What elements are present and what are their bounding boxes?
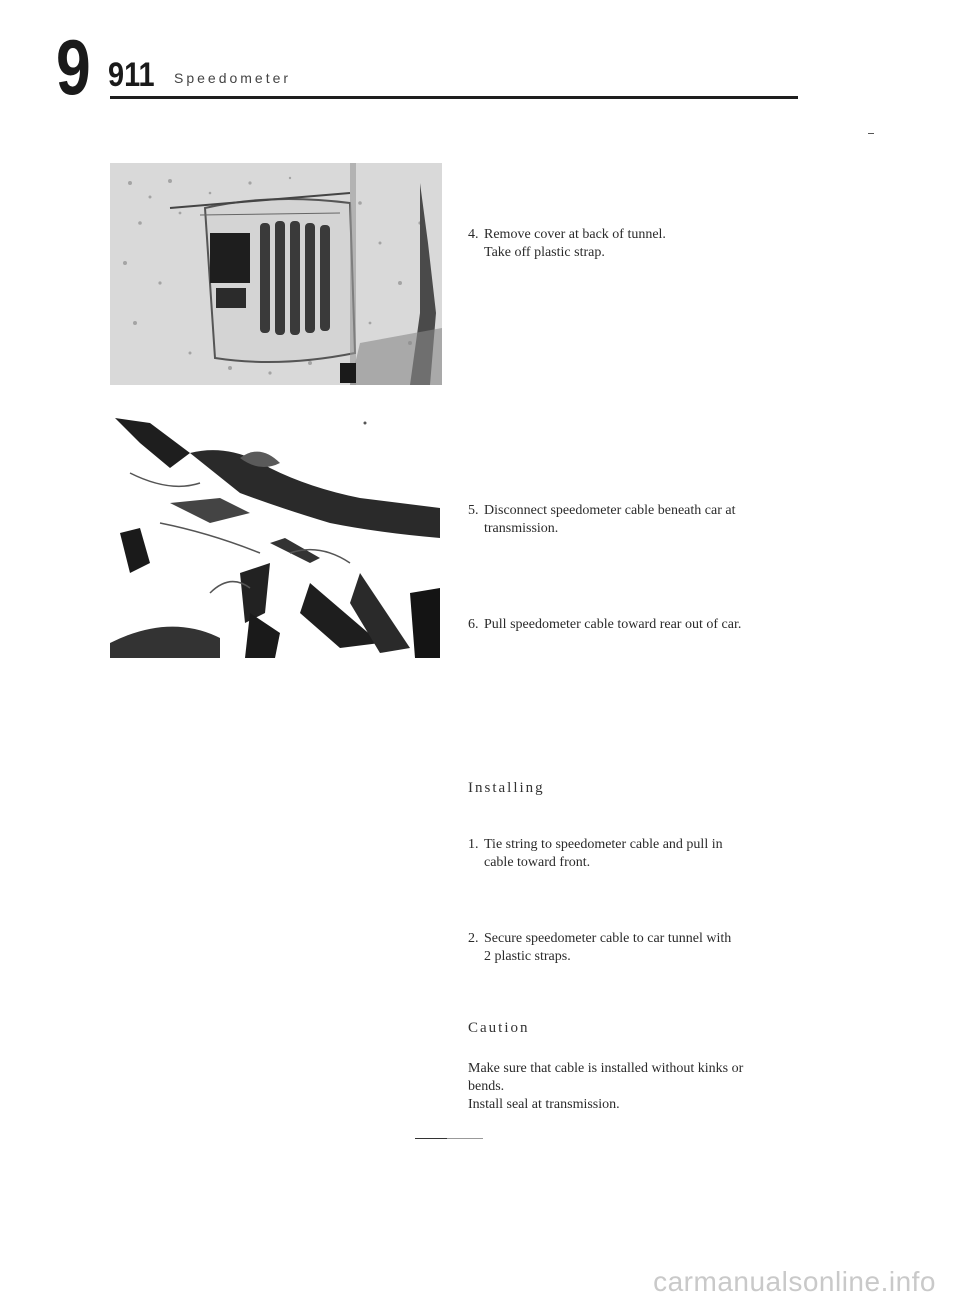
step-number: 1. <box>468 837 479 852</box>
step-5 <box>468 502 735 538</box>
step-line: 2 plastic straps. <box>484 949 571 964</box>
step-line: Take off plastic strap. <box>484 245 605 260</box>
caution-text <box>468 1060 808 1114</box>
caution-line: Make sure that cable is installed without kinks or <box>468 1061 744 1076</box>
chapter-title: Speedometer <box>174 70 292 86</box>
watermark: carmanualsonline.info <box>653 1266 936 1297</box>
step-line: Remove cover at back of tunnel. <box>484 227 666 242</box>
step-number: 4. <box>468 227 479 242</box>
caution-line: bends. <box>468 1079 505 1094</box>
step-line: Tie string to speedometer cable and pull in <box>484 837 723 852</box>
step-number: 5. <box>468 503 479 518</box>
corner-dash <box>868 133 874 134</box>
step-line: Disconnect speedometer cable beneath car at <box>484 503 736 518</box>
step-line: cable toward front. <box>484 855 591 870</box>
step-line: Pull speedometer cable toward rear out of car. <box>484 617 742 632</box>
tunnel-cover-photo-icon <box>110 163 442 385</box>
caution-heading: Caution <box>468 1020 530 1036</box>
step-line: transmission. <box>484 521 559 536</box>
model-number: 911 <box>108 56 155 94</box>
transmission-cable-photo-icon <box>110 413 442 658</box>
footer-rule <box>415 1138 447 1139</box>
step-6 <box>468 616 741 634</box>
step-number: 6. <box>468 617 479 632</box>
install-step-2 <box>468 930 731 966</box>
step-4 <box>468 226 666 262</box>
footer-rule <box>447 1138 483 1139</box>
section-number: 9 <box>56 23 91 111</box>
installing-heading: Installing <box>468 780 545 796</box>
install-step-1 <box>468 836 723 872</box>
caution-line: Install seal at transmission. <box>468 1097 620 1112</box>
step-number: 2. <box>468 931 479 946</box>
transmission-cable-photo <box>110 413 442 658</box>
step-line: Secure speedometer cable to car tunnel with <box>484 931 732 946</box>
tunnel-cover-photo <box>110 163 442 385</box>
header-rule <box>110 96 798 99</box>
